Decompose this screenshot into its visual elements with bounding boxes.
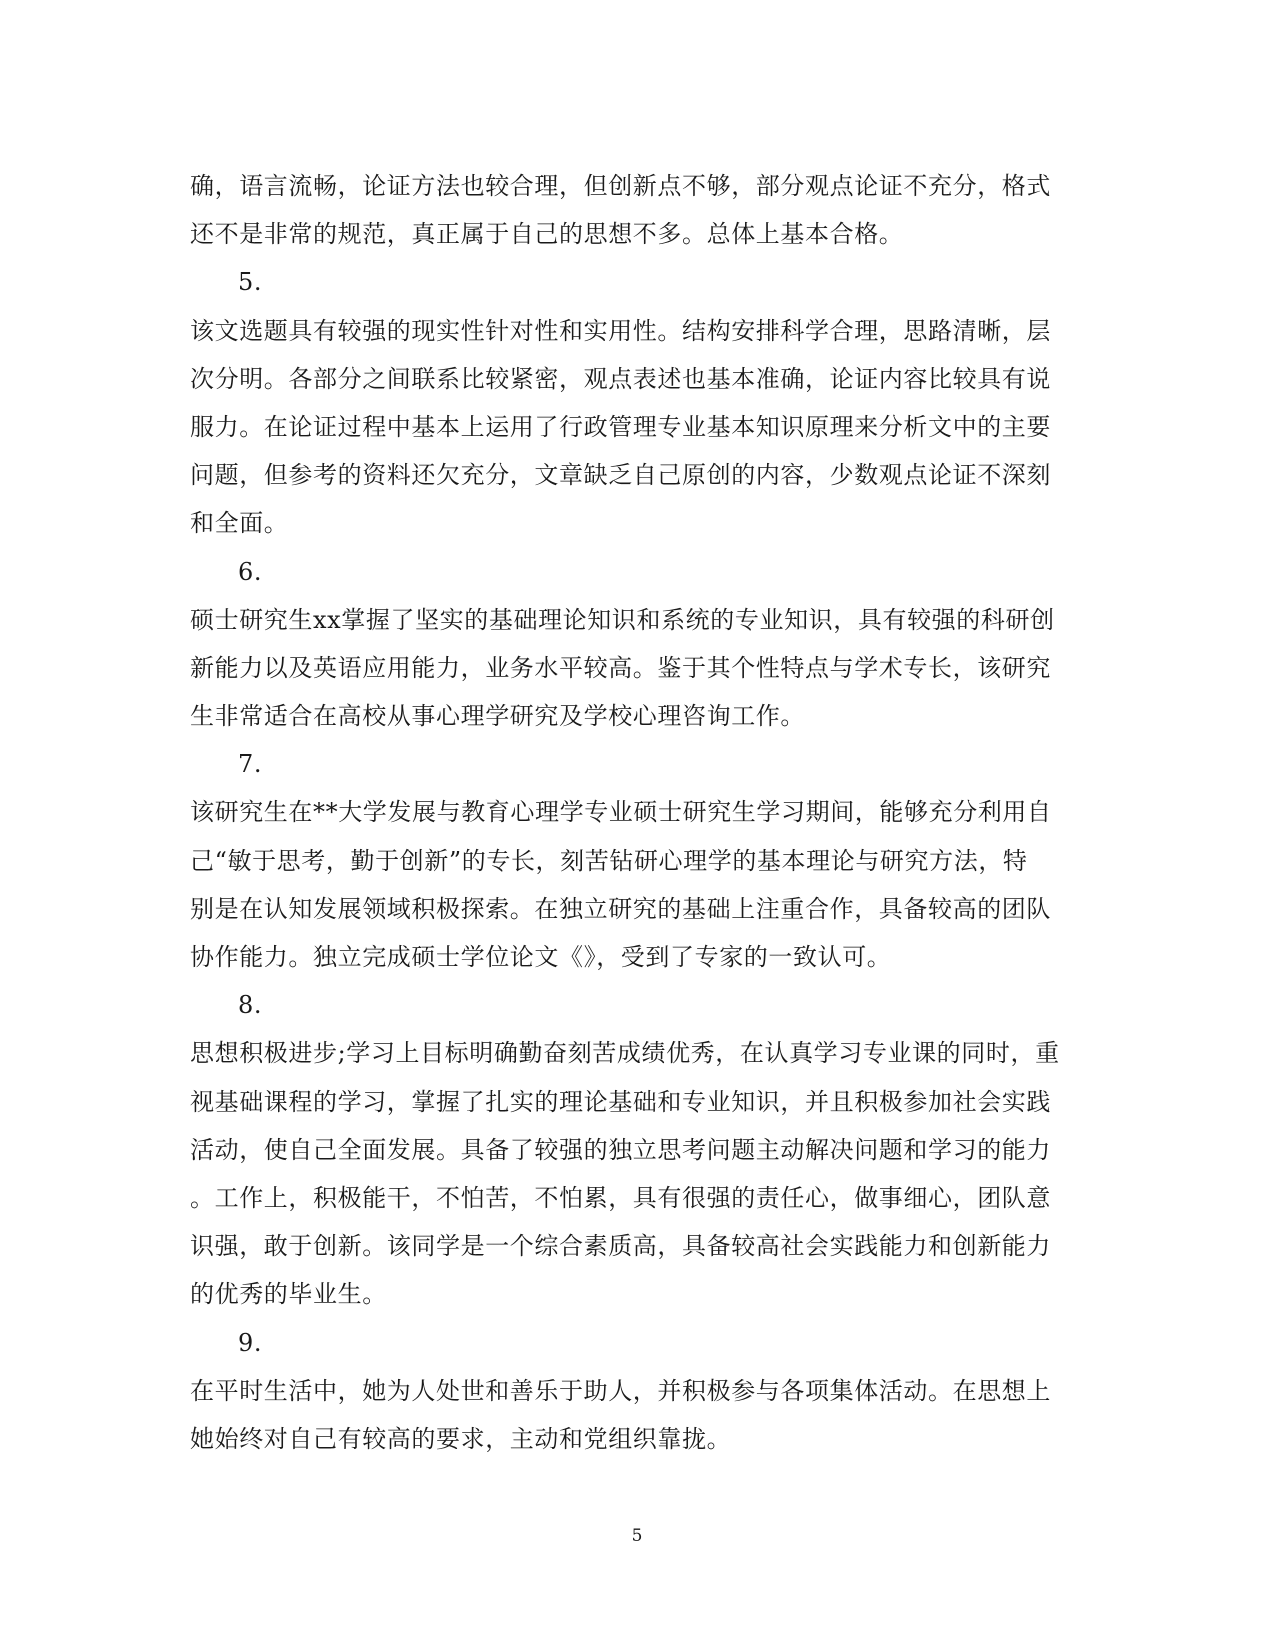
item-number-7: 7.	[238, 750, 263, 779]
text-line: 次分明。各部分之间联系比较紧密，观点表述也基本准确，论证内容比较具有说	[190, 364, 1051, 393]
text-line: 该研究生在**大学发展与教育心理学专业硕士研究生学习期间，能够充分利用自	[190, 798, 1052, 827]
text-line: 别是在认知发展领域积极探索。在独立研究的基础上注重合作，具备较高的团队	[190, 894, 1051, 923]
text-line: 还不是非常的规范，真正属于自己的思想不多。总体上基本合格。	[190, 220, 904, 249]
text-line: 视基础课程的学习，掌握了扎实的理论基础和专业知识，并且积极参加社会实践	[190, 1087, 1051, 1116]
page-number: 5	[631, 1526, 643, 1546]
text-line: 的优秀的毕业生。	[190, 1280, 387, 1309]
text-line: 新能力以及英语应用能力，业务水平较高。鉴于其个性特点与学术专长，该研究	[190, 653, 1051, 682]
item-number-8: 8.	[238, 991, 263, 1020]
text-line: 她始终对自己有较高的要求，主动和党组织靠拢。	[190, 1424, 732, 1453]
text-line: 。工作上，积极能干，不怕苦，不怕累，具有很强的责任心，做事细心，团队意	[190, 1183, 1051, 1212]
text-line: 服力。在论证过程中基本上运用了行政管理专业基本知识原理来分析文中的主要	[190, 412, 1051, 441]
item-number-9: 9.	[238, 1328, 263, 1357]
text-line: 协作能力。独立完成硕士学位论文《》，受到了专家的一致认可。	[190, 943, 892, 971]
text-line: 确，语言流畅，论证方法也较合理，但创新点不够，部分观点论证不充分，格式	[190, 172, 1051, 200]
item-number-5: 5.	[238, 268, 263, 297]
text-line: 己“敏于思考，勤于创新”的专长，刻苦钻研心理学的基本理论与研究方法，特	[190, 846, 1028, 875]
text-line: 问题，但参考的资料还欠充分，文章缺乏自己原创的内容，少数观点论证不深刻	[190, 461, 1051, 490]
text-line: 该文选题具有较强的现实性针对性和实用性。结构安排科学合理，思路清晰，层	[190, 316, 1051, 345]
text-line: 在平时生活中，她为人处世和善乐于助人，并积极参与各项集体活动。在思想上	[190, 1376, 1051, 1405]
text-line: 思想积极进步;学习上目标明确勤奋刻苦成绩优秀，在认真学习专业课的同时，重	[190, 1039, 1060, 1068]
body-text	[190, 162, 1085, 1463]
text-line: 和全面。	[190, 509, 289, 538]
item-number-6: 6.	[238, 557, 263, 586]
text-line: 硕士研究生xx掌握了坚实的基础理论知识和系统的专业知识，具有较强的科研创	[190, 605, 1055, 634]
text-line: 识强，敢于创新。该同学是一个综合素质高，具备较高社会实践能力和创新能力	[190, 1232, 1051, 1261]
text-line: 生非常适合在高校从事心理学研究及学校心理咨询工作。	[190, 702, 805, 731]
text-line: 活动，使自己全面发展。具备了较强的独立思考问题主动解决问题和学习的能力	[190, 1135, 1051, 1164]
